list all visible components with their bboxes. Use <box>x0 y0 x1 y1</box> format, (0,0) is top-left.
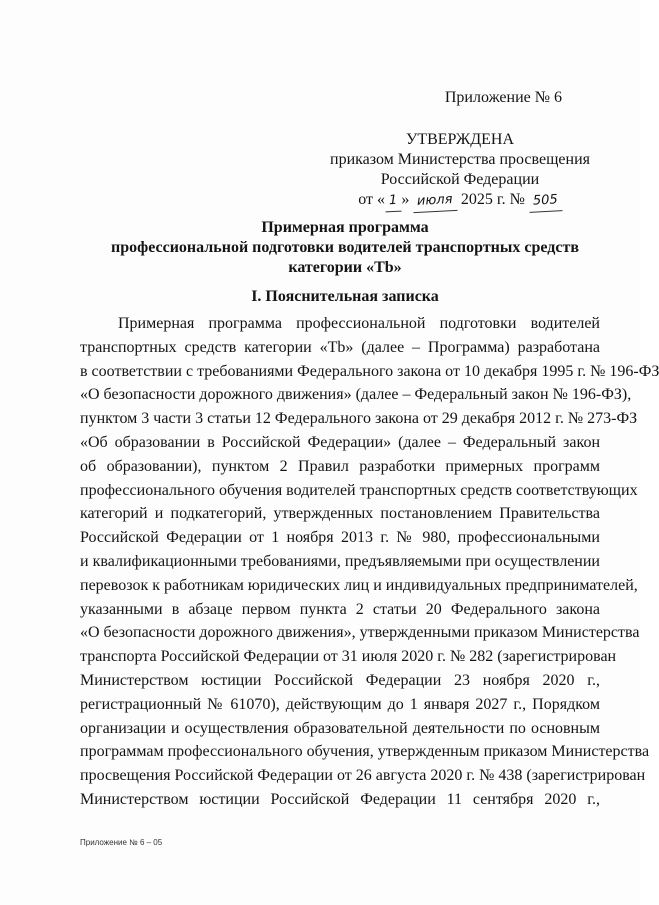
body-line: категорий и подкатегорий, утвержденных постановлением Правительства <box>80 505 600 523</box>
body-line: указанными в абзаце первом пункта 2 статьи 20 Федерального закона <box>80 600 600 618</box>
date-year: 2025 г. № <box>460 191 525 208</box>
body-line: и квалификационными требованиями, предъявляемыми при осуществлении <box>80 552 600 570</box>
body-line: пунктом 3 части 3 статьи 12 Федерального закона от 29 декабря 2012 г. № 273-ФЗ <box>80 410 638 428</box>
section-heading: I. Пояснительная записка <box>251 288 439 305</box>
body-line: просвещения Российской Федерации от 26 августа 2020 г. № 438 (зарегистрирован <box>80 767 646 785</box>
body-line: Министерством юстиции Российской Федерации 23 ноября 2020 г., <box>80 671 600 689</box>
title-line-1: Примерная программа <box>261 219 429 236</box>
body-line: в соответствии с требованиями Федерального закона от 10 декабря 1995 г. № 196-ФЗ <box>80 362 659 380</box>
body-line: «Об образовании в Российской Федерации» (далее – Федеральный закон <box>80 433 600 451</box>
body-line: профессионального обучения водителей транспортных средств соответствующих <box>80 481 638 499</box>
body-line: «О безопасности дорожного движения» (далее – Федеральный закон № 196-ФЗ), <box>80 386 632 404</box>
body-line: программам профессионального обучения, утвержденным приказом Министерства <box>80 743 650 761</box>
body-line: перевозок к работникам юридических лиц и индивидуальных предпринимателей, <box>80 576 638 594</box>
body-line: организации и осуществления образовательной деятельности по основным <box>80 719 600 737</box>
body-line: Примерная программа профессиональной подготовки водителей <box>118 315 600 332</box>
body-line: об образовании), пунктом 2 Правил разработки примерных программ <box>80 457 600 475</box>
date-day-handwritten: 1 <box>385 191 402 213</box>
approval-block <box>330 88 590 212</box>
body-line: Российской Федерации от 1 ноября 2013 г. № 980, профессиональными <box>80 529 600 547</box>
body-text <box>80 312 659 812</box>
body-line: «О безопасности дорожного движения», утвержденными приказом Министерства <box>80 624 640 642</box>
title-line-3: категории «Tb» <box>288 259 402 276</box>
document-title <box>80 218 610 278</box>
date-month-handwritten: июля <box>413 190 458 213</box>
order-number-handwritten: 505 <box>528 190 562 213</box>
title-line-2: профессиональной подготовки водителей транспортных средств <box>111 239 579 256</box>
approved-heading: УТВЕРЖДЕНА <box>405 131 514 148</box>
body-line: транспорта Российской Федерации от 31 июля 2020 г. № 282 (зарегистрирован <box>80 648 617 666</box>
body-line: Министерством юстиции Российской Федерации 11 сентября 2020 г., <box>80 790 600 808</box>
body-line: регистрационный № 61070), действующим до 1 января 2027 г., Порядком <box>80 695 600 713</box>
body-line: транспортных средств категории «Tb» (далее – Программа) разработана <box>80 338 600 356</box>
page-footer: Приложение № 6 – 05 <box>80 838 163 847</box>
order-line-2: Российской Федерации <box>380 171 540 188</box>
date-prefix: от « <box>358 191 386 208</box>
appendix-label: Приложение № 6 <box>444 89 562 106</box>
date-mid: » <box>401 191 410 208</box>
order-date-line <box>330 190 590 212</box>
order-line-1: приказом Министерства просвещения <box>330 151 590 168</box>
